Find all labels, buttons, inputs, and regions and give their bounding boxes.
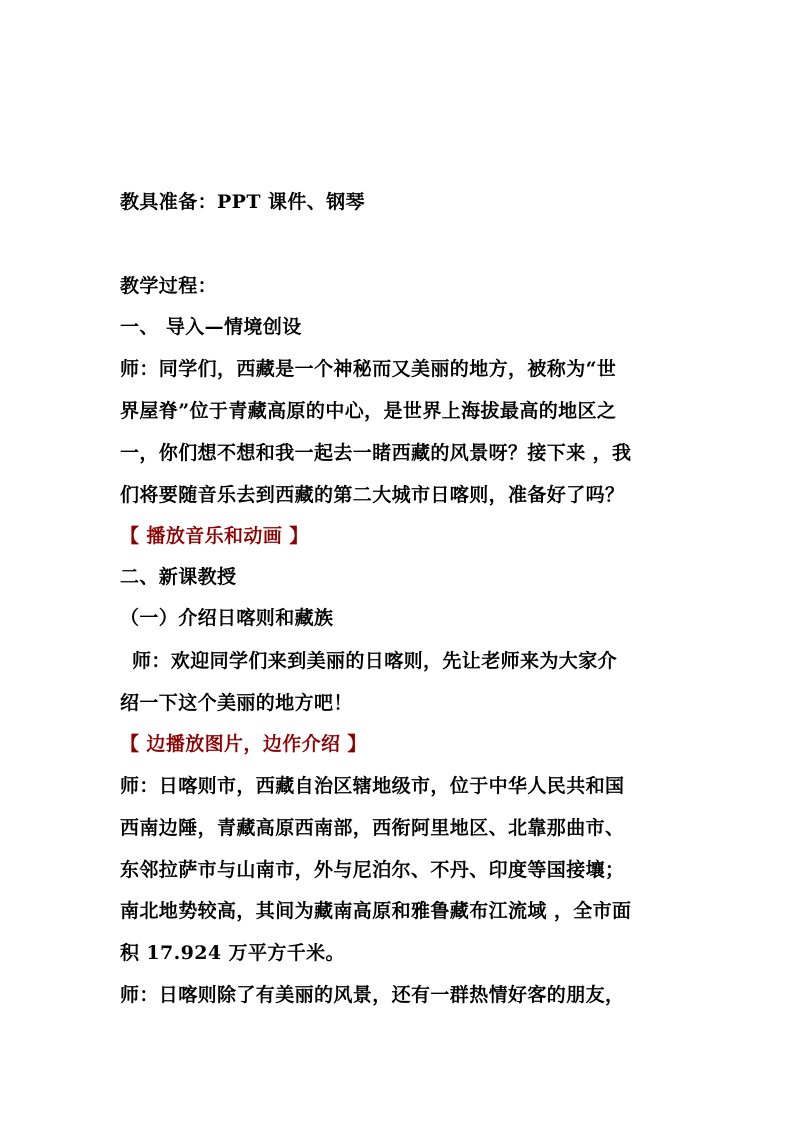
paragraph-line: 师：日喀则市，西藏自治区辖地级市，位于中华人民共和国 — [120, 775, 625, 797]
teaching-process-heading: 教学过程： — [120, 275, 218, 297]
paragraph-line: 积 17.924 万平方千米。 — [120, 942, 345, 964]
stage-direction-music: 【 播放音乐和动画 】 — [120, 525, 309, 547]
paragraph-line: 师：欢迎同学们来到美丽的日喀则，先让老师来为大家介 — [132, 650, 618, 672]
paragraph-line: 界屋脊”位于青藏高原的中心，是世界上海拔最高的地区之 — [120, 400, 617, 422]
paragraph-line: 师：日喀则除了有美丽的风景，还有一群热情好客的朋友， — [120, 984, 625, 1006]
paragraph-line: 们将要随音乐去到西藏的第二大城市日喀则，准备好了吗？ — [120, 484, 625, 506]
paragraph-line: 一，你们想不想和我一起去一睹西藏的风景呀？接下来 ，我 — [120, 442, 632, 464]
paragraph-line: 绍一下这个美丽的地方吧！ — [120, 692, 353, 714]
subsection-heading: （一）介绍日喀则和藏族 — [120, 607, 334, 629]
paragraph-line: 东邻拉萨市与山南市，外与尼泊尔、不丹、印度等国接壤； — [120, 859, 625, 881]
paragraph-line: 西南边陲，青藏高原西南部，西衔阿里地区、北靠那曲市、 — [120, 817, 625, 839]
teaching-aids-line: 教具准备：PPT 课件、钢琴 — [120, 191, 365, 213]
paragraph-line: 南北地势较高，其间为藏南高原和雅鲁藏布江流域 ，全市面 — [120, 900, 632, 922]
section-two-heading: 二、新课教授 — [120, 566, 237, 588]
paragraph-line: 师：同学们，西藏是一个神秘而又美丽的地方，被称为“世 — [120, 358, 617, 380]
section-one-heading: 一、 导入—情境创设 — [120, 316, 302, 338]
stage-direction-pictures: 【 边播放图片，边作介绍 】 — [120, 733, 367, 755]
